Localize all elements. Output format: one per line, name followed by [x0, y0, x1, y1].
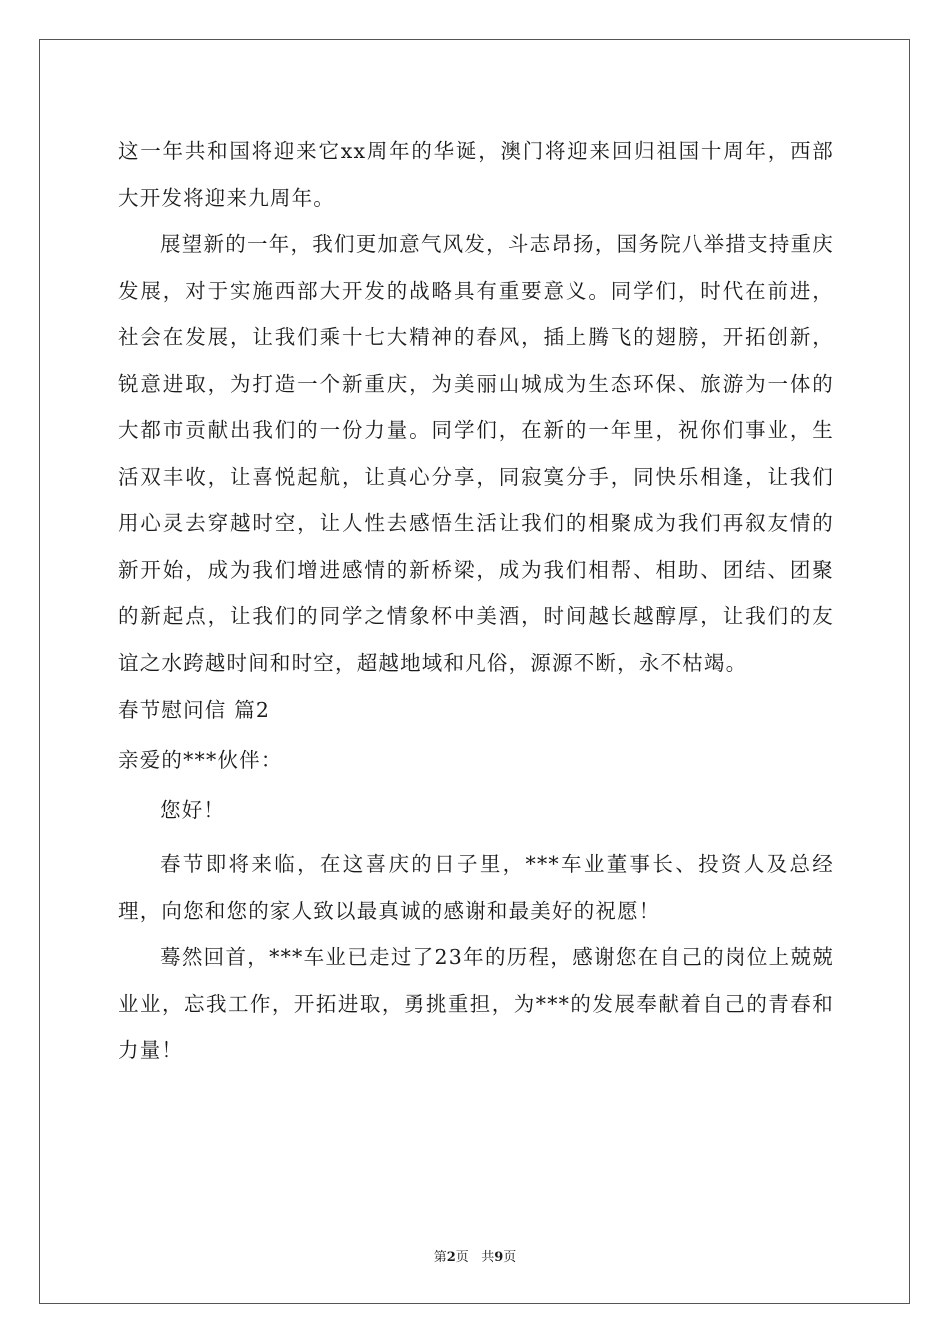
document-body: [118, 128, 834, 1074]
page-unit: 页: [455, 1250, 469, 1265]
total-prefix: 共: [481, 1250, 495, 1265]
salutation: 亲爱的***伙伴：: [118, 748, 283, 772]
page-total: 9: [494, 1250, 504, 1265]
section-title: 春节慰问信 篇2: [118, 698, 271, 722]
page-prefix: 第: [433, 1250, 447, 1265]
paragraph-1: 这一年共和国将迎来它xx周年的华诞，澳门将迎来回归祖国十周年，西部大开发将迎来九周年。: [118, 139, 834, 210]
paragraph-3: 春节即将来临，在这喜庆的日子里，***车业董事长、投资人及总经理，向您和您的家人致以最真诚的感谢和最美好的祝愿！: [118, 852, 834, 923]
paragraph-4: 蓦然回首，***车业已走过了23年的历程，感谢您在自己的岗位上兢兢业业，忘我工作，开拓进取，勇挑重担，为***的发展奉献着自己的青春和力量！: [118, 945, 834, 1062]
greeting: 您好！: [160, 798, 226, 822]
paragraph-2: 展望新的一年，我们更加意气风发，斗志昂扬，国务院八举措支持重庆发展，对于实施西部大开发的战略具有重要意义。同学们，时代在前进，社会在发展，让我们乘十七大精神的春风，插上腾飞的翅膀，开拓创新，锐意进取，为打造一个新重庆，为美丽山城成为生态环保、旅游为一体的大都市贡献出我们的一份力量。同学们，在新的一年里，祝你们事业，生活双丰收，让喜悦起航，让真心分享，同寂寞分手，同快乐相逢，让我们用心灵去穿越时空，让人性去感悟生活让我们的相聚成为我们再叙友情的新开始，成为我们增进感情的新桥梁，成为我们相帮、相助、团结、团聚的新起点，让我们的同学之情象杯中美酒，时间越长越醇厚，让我们的友谊之水跨越时间和时空，超越地域和凡俗，源源不断，永不枯竭。: [118, 232, 834, 675]
total-unit: 页: [503, 1250, 517, 1265]
page-footer: [0, 1246, 950, 1265]
page-current: 2: [446, 1250, 456, 1265]
